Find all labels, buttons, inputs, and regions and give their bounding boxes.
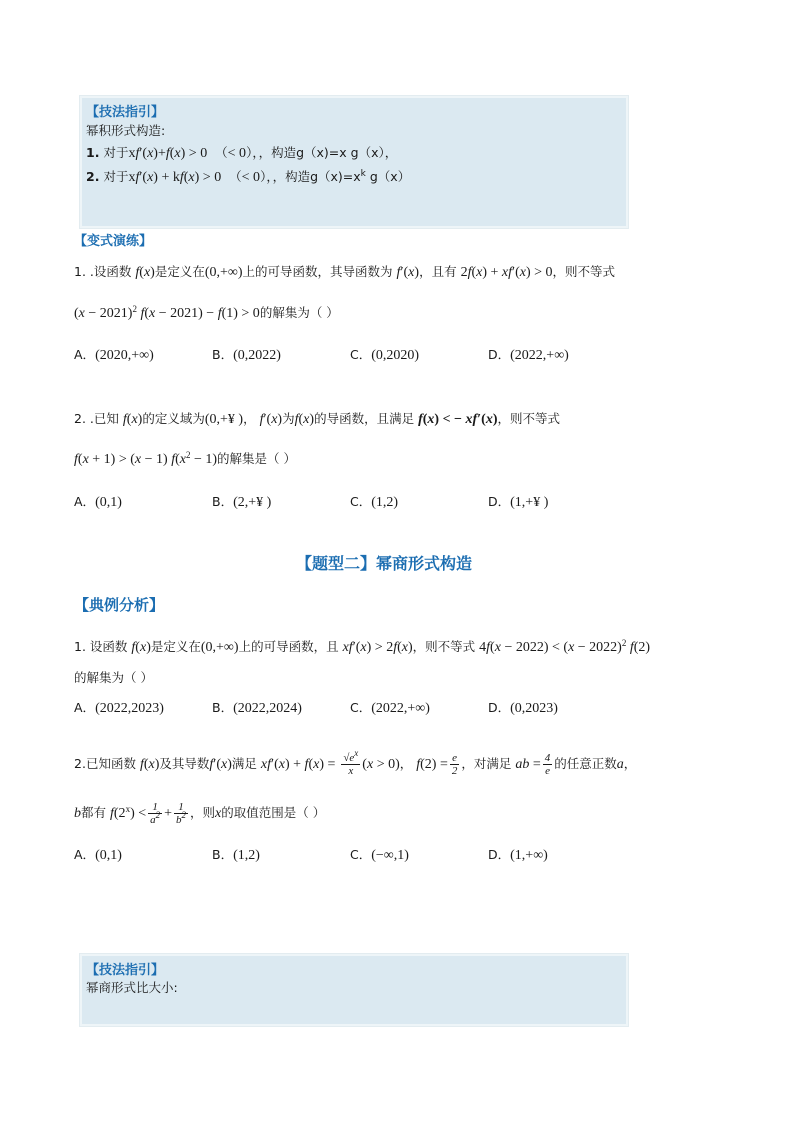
analysis-q1-option-d[interactable]: D．(0,2023) [488, 700, 558, 716]
analysis-q1-option-b[interactable]: B．(2022,2024) [212, 700, 302, 716]
analysis-q2-option-b[interactable]: B．(1,2) [212, 847, 260, 863]
analysis-q2-option-c[interactable]: C．(−∞,1) [350, 847, 409, 863]
tip-intro: 幂积形式构造: [86, 123, 166, 138]
practice-q2-option-c[interactable]: C．(1,2) [350, 494, 399, 510]
practice-title: 【变式演练】 [74, 234, 153, 249]
practice-q2-option-a[interactable]: A．(0,1) [74, 494, 122, 510]
practice-q1-line1: 1. .设函数 f(x)是定义在(0,+∞)上的可导函数，其导函数为 f′(x)，且有 2f(x) + xf′(x) > 0，则不等式 [74, 264, 616, 280]
analysis-q1-line2: 的解集为（ ） [74, 670, 153, 685]
analysis-title: 【典例分析】 [74, 596, 165, 614]
practice-q1-line2: $(x - 2021)^2$ f(x − 2021) − f(1) > 0的解集为（ ） [74, 304, 339, 321]
analysis-q2-option-d[interactable]: D．(1,+∞) [488, 847, 548, 863]
practice-q1-option-d[interactable]: D．(2022,+∞) [488, 347, 569, 363]
section-heading: 【题型二】幂商形式构造 [296, 554, 473, 573]
tip2-title: 【技法指引】 [86, 963, 165, 978]
analysis-q1-line1: 1. 设函数 f(x)是定义在(0,+∞)上的可导函数，且 xf′(x) > 2f(x)，则不等式 $4f(x - 2022) < (x - 2022)^2$ f(2) [74, 638, 651, 655]
practice-q2-option-b[interactable]: B．(2,+¥ ) [212, 494, 272, 510]
tip-title: 【技法指引】 [86, 105, 165, 120]
practice-q1-option-c[interactable]: C．(0,2020) [350, 347, 420, 363]
practice-q2-line1: 2. .已知 f(x)的定义域为(0,+¥ )， f′(x)为f(x)的导函数，且满足 f(x) < − xf′(x)，则不等式 [74, 411, 560, 427]
tip-rule-1: 1. 对于xf′(x)+f(x) > 0 （< 0），，构造g（x)=x g（x）， [86, 145, 398, 161]
tip-rule-2: 2. 对于xf′(x) + kf(x) > 0 （< 0），，构造$g(x)=x^k$ g（x） [86, 169, 411, 185]
analysis-q2-line1: 2.已知函数 f(x)及其导数f′(x)满足 xf′(x) + f(x) = $\frac{√e^x}{x}$ (x > 0)， f(2) = $\frac{e}{2}$ ，对满足 ab = $\frac{4}{e}$ 的任意正数a， [74, 748, 637, 777]
practice-q2-option-d[interactable]: D．(1,+¥ ) [488, 494, 549, 510]
tip2-intro: 幂商形式比大小: [86, 980, 178, 995]
practice-q2-line2: f(x + 1) > (x − 1) $f(x^2 - 1)$的解集是（ ） [74, 450, 297, 467]
practice-q1-option-b[interactable]: B．(0,2022) [212, 347, 281, 363]
practice-q1-option-a[interactable]: A．(2020,+∞) [74, 347, 154, 363]
analysis-q2-line2: b都有 $f(2^x)$ < $\frac{1}{a^2}$ + $\frac{1}{b^2}$ ，则x的取值范围是（ ） [74, 801, 326, 826]
analysis-q2-option-a[interactable]: A．(0,1) [74, 847, 122, 863]
analysis-q1-option-c[interactable]: C．(2022,+∞) [350, 700, 430, 716]
analysis-q1-option-a[interactable]: A．(2022,2023) [74, 700, 164, 716]
